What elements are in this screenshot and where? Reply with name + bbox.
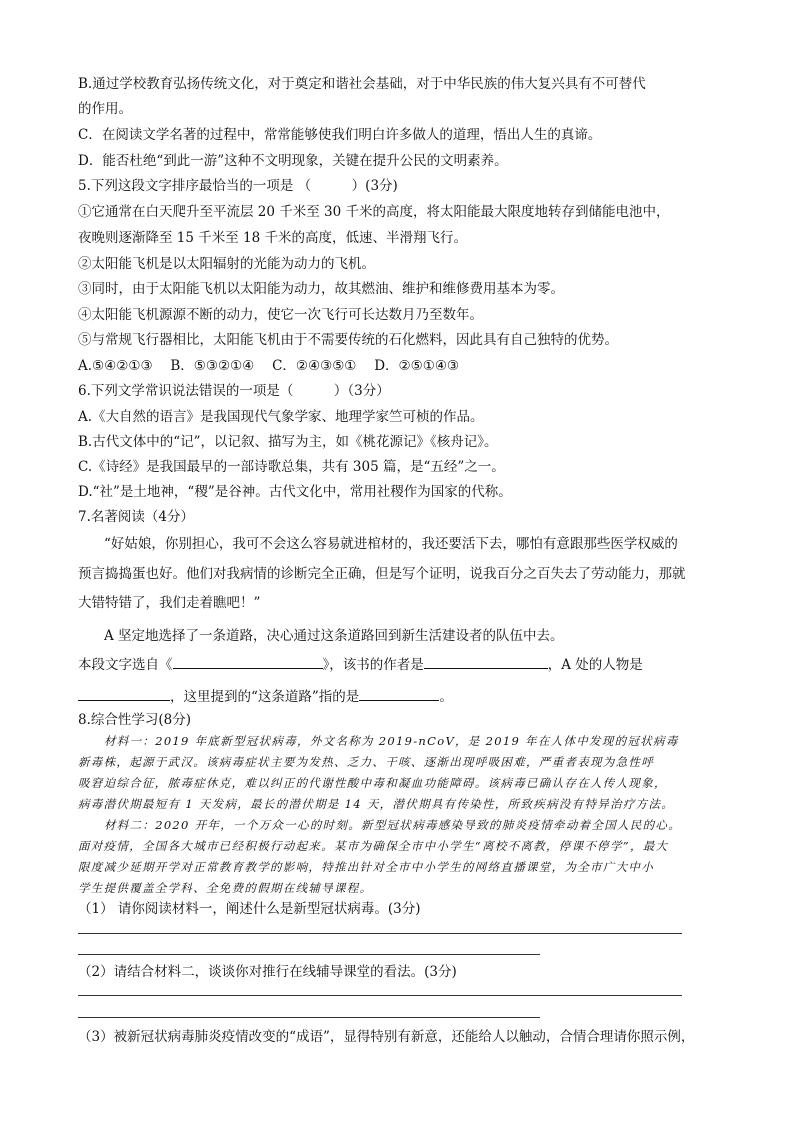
q7-narration: A 坚定地选择了一条道路，决心通过这条道路回到新生活建设者的队伍中去。	[104, 628, 564, 644]
q4-option-b-line2: 的作用。	[78, 101, 132, 117]
q5-sentence-4: ④太阳能飞机源源不断的动力，使它一次飞行可长达数月乃至数年。	[78, 307, 483, 323]
q7-fill2-end: 。	[439, 689, 453, 705]
q8-stem: 8.综合性学习(8分)	[78, 712, 192, 728]
q5-sentence-2: ②太阳能飞机是以太阳辐射的光能为动力的飞机。	[78, 256, 375, 272]
q5-stem: 5.下列这段文字排序最恰当的一项是 （ ）(3分)	[78, 178, 398, 194]
q7-fill2-middle: ，这里提到的“这条道路”指的是	[170, 689, 360, 705]
q6-option-d: D.“社”是土地神，“稷”是谷神。古代文化中，常用社稷作为国家的代称。	[78, 484, 512, 500]
q8-material2-line1: 材料二：2020 开年，一个万众一心的时刻。新型冠状病毒感染导致的肺炎疫情牵动着全国人民的心。	[104, 818, 682, 832]
q5-sentence-1-line2: 夜晚则逐渐降至 15 千米至 18 千米的高度，低速、半滑翔飞行。	[78, 230, 468, 246]
q7-stem: 7.名著阅读（4分）	[78, 509, 194, 525]
q8-material2-line4: 学生提供覆盖全学科、全免费的假期在线辅导课程。	[78, 881, 373, 895]
q8-material1-line3: 吸窘迫综合征，脓毒症休克，难以纠正的代谢性酸中毒和凝血功能障碍。该病毒已确认存在人传人现象，	[78, 776, 667, 790]
q8-material2-line2: 面对疫情，全国各大城市已经积极行动起来。某市为确保全市中小学生“离校不离教，停课不停学”，最大	[78, 839, 669, 853]
q7-quote-line2: 预言捣捣蛋也好。他们对我病情的诊断完全正确，但是写个证明，说我百分之百失去了劳动能力，那就	[78, 566, 686, 582]
q7-fill1-middle: 》，该书的作者是	[322, 657, 424, 673]
q6-stem: 6.下列文学常识说法错误的一项是（ ）（3分）	[78, 383, 390, 399]
q7-fill-line2	[78, 686, 728, 707]
q7-quote-line3: 大错特错了，我们走着瞧吧！”	[78, 595, 261, 611]
q6-option-c: C.《诗经》是我国最早的一部诗歌总集，共有 305 篇，是“五经”之一。	[78, 459, 505, 475]
q7-fill1-prefix: 本段文字选自《	[78, 657, 173, 673]
q8-material1-line2: 新毒株，起源于武汉。该病毒症状主要为发热、乏力、干咳、逐渐出现呼吸困难，严重者表现为急性呼	[78, 755, 654, 769]
q8-sub2: （2）请结合材料二，谈谈你对推行在线辅导课堂的看法。(3分)	[78, 964, 457, 980]
q5-sentence-1-line1: ①它通常在白天爬升至平流层 20 千米至 30 千米的高度，将太阳能最大限度地转存到储能电池中，	[78, 204, 670, 220]
q8-sub2-answer-line-2[interactable]	[78, 1017, 540, 1018]
q7-quote-line1: “好姑娘，你别担心，我可不会这么容易就进棺材的，我还要活下去，哪怕有意跟那些医学权威的	[104, 536, 678, 552]
q8-material2-line3: 限度减少延期开学对正常教育教学的影响，特推出针对全市中小学生的网络直播课堂，为全市广大中小	[78, 860, 654, 874]
q7-book-title-blank[interactable]	[173, 654, 323, 669]
q7-fill-line1	[78, 654, 728, 675]
q6-option-a: A.《大自然的语言》是我国现代气象学家、地理学家竺可桢的作品。	[78, 409, 484, 425]
q7-character-blank[interactable]	[78, 686, 170, 701]
q8-material1-line4: 病毒潜伏期最短有 1 天发病，最长的潜伏期是 14 天，潜伏期具有传染性，所致疾病没有特异治疗方法。	[78, 797, 675, 811]
q4-option-d: D．能否杜绝“到此一游”这种不文明现象，关键在提升公民的文明素养。	[78, 153, 508, 169]
q6-option-b: B.古代文体中的“记”，以记叙、描写为主，如《桃花源记》《核舟记》。	[78, 434, 498, 450]
q5-sentence-3: ③同时，由于太阳能飞机以太阳能为动力，故其燃油、维护和维修费用基本为零。	[78, 281, 564, 297]
q7-author-blank[interactable]	[424, 654, 548, 669]
q4-option-b-line1: B.通过学校教育弘扬传统文化，对于奠定和谐社会基础，对于中华民族的伟大复兴具有不可替代	[78, 76, 646, 92]
q4-option-c: C．在阅读文学名著的过程中，常常能够使我们明白许多做人的道理，悟出人生的真谛。	[78, 127, 602, 143]
q7-road-blank[interactable]	[359, 686, 439, 701]
q8-material1-line1: 材料一：2019 年底新型冠状病毒，外文名称为 2019-nCoV，是 2019 年在人体中发现的冠状病毒	[104, 734, 679, 748]
q8-sub1: （1） 请你阅读材料一，阐述什么是新型冠状病毒。(3分)	[78, 901, 421, 917]
q7-fill1-suffix: ，A 处的人物是	[547, 657, 643, 673]
q8-sub2-answer-line-1[interactable]	[78, 995, 682, 996]
q5-options: A.⑤④②①③ B．⑤③②①④ C．②④③⑤① D．②⑤①④③	[78, 358, 460, 374]
q8-sub3: （3）被新冠状病毒肺炎疫情改变的“成语”，显得特别有新意，还能给人以触动，合情合理请你照示例，	[78, 1029, 695, 1045]
q8-sub1-answer-line-1[interactable]	[78, 933, 682, 934]
q5-sentence-5: ⑤与常规飞行器相比，太阳能飞机由于不需要传统的石化燃料，因此具有自己独特的优势。	[78, 332, 618, 348]
q8-sub1-answer-line-2[interactable]	[78, 954, 540, 955]
